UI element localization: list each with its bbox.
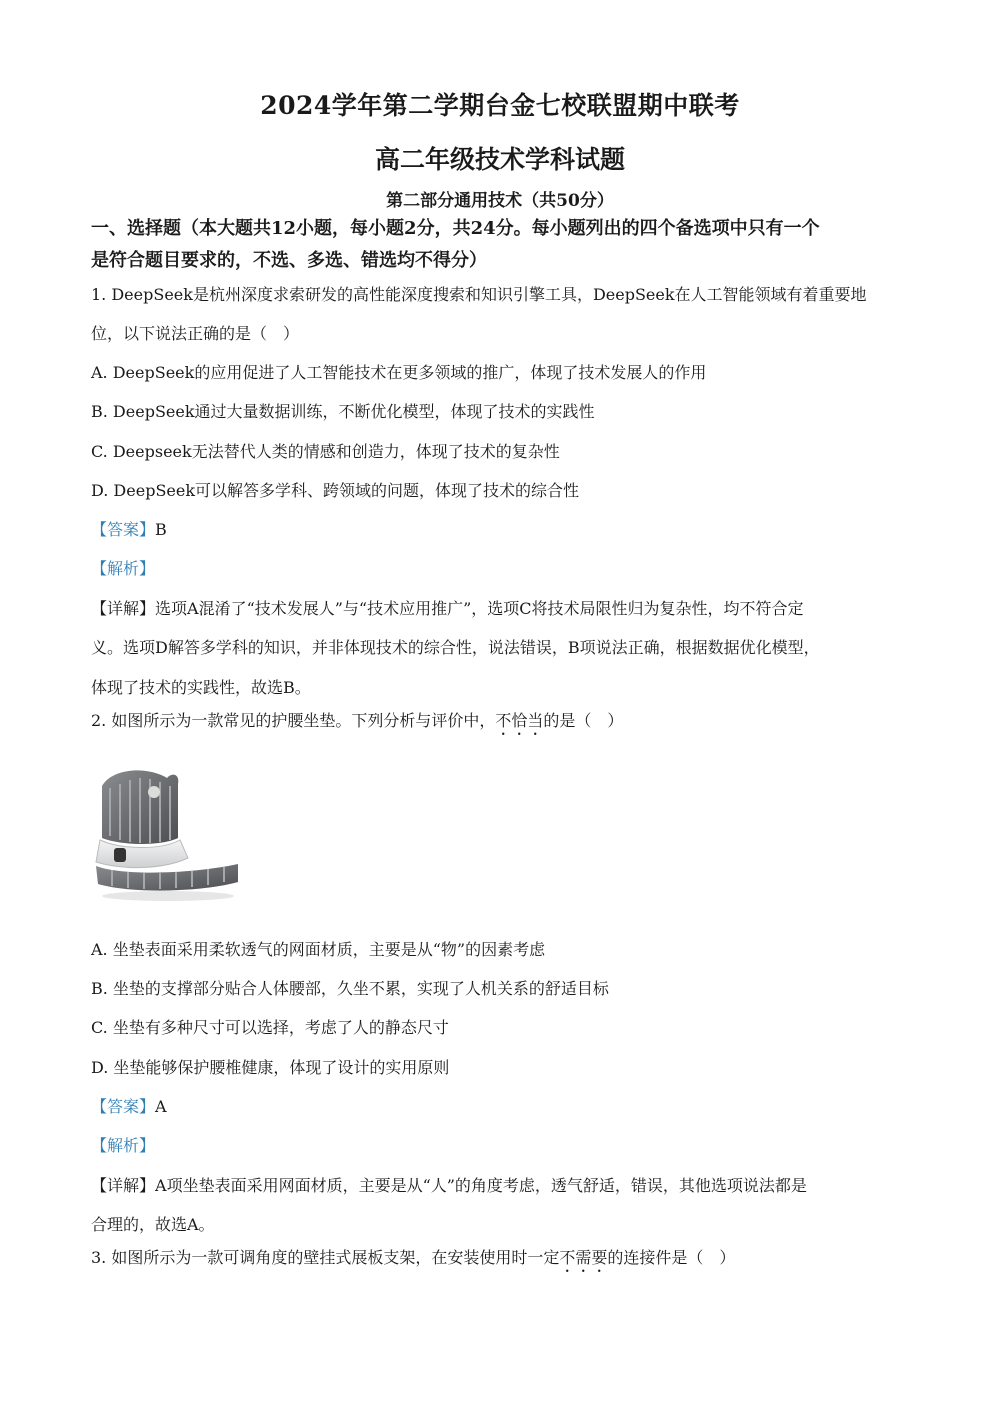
q2-option-a: A. 坐垫表面采用柔软透气的网面材质，主要是从“物”的因素考虑 [91,940,546,959]
q2-option-c: C. 坐垫有多种尺寸可以选择，考虑了人的静态尺寸 [91,1018,449,1037]
q1-stem-line-1: 1. DeepSeek是杭州深度求索研发的高性能深度搜索和知识引擎工具，DeepSeek在人工智能领域有着重要地 [91,285,867,304]
q1-option-c: C. Deepseek无法替代人类的情感和创造力，体现了技术的复杂性 [91,442,560,461]
q1-analysis-tag: 【解析】 [91,559,156,578]
q1-detail-line-1 [91,598,921,620]
section-heading-line-1: 一、选择题（本大题共12小题，每小题2分，共24分。每小题列出的四个备选项中只有一个 [91,218,820,239]
q2-stem-emphasis: 不恰当 [495,711,544,730]
q2-stem-after: 的是（ ） [543,711,624,730]
q2-analysis-tag: 【解析】 [91,1136,156,1155]
q1-answer [91,519,921,541]
q2-stem [91,710,921,739]
q1-option-d: D. DeepSeek可以解答多学科、跨领域的问题，体现了技术的综合性 [91,481,580,500]
q2-option-b: B. 坐垫的支撑部分贴合人体腰部，久坐不累，实现了人机关系的舒适目标 [91,979,609,998]
exam-subtitle: 高二年级技术学科试题 [374,145,625,174]
q1-option-b: B. DeepSeek通过大量数据训练，不断优化模型，体现了技术的实践性 [91,402,595,421]
q1-stem-line-2: 位，以下说法正确的是（ ） [91,324,300,343]
answer-value: B [155,520,167,539]
lumbar-cushion-icon [92,766,242,906]
q2-detail-line-2: 合理的，故选A。 [91,1215,215,1234]
q3-stem [91,1247,921,1276]
q2-answer [91,1096,921,1118]
section-heading [91,213,931,277]
detail-tag: 【详解】 [91,599,156,618]
q2-detail-line-1 [91,1175,921,1197]
part-heading: 第二部分通用技术（共50分） [386,191,614,211]
q1-option-a: A. DeepSeek的应用促进了人工智能技术在更多领域的推广，体现了技术发展人的作用 [91,363,707,382]
section-heading-line-2: 是符合题目要求的，不选、多选、错选均不得分） [91,250,487,271]
detail-text: A项坐垫表面采用网面材质，主要是从“人”的角度考虑，透气舒适，错误，其他选项说法都是 [155,1176,807,1195]
q3-stem-emphasis: 不需要 [559,1248,608,1267]
q1-detail-line-3: 体现了技术的实践性，故选B。 [91,678,311,697]
q3-stem-before: 3. 如图所示为一款可调角度的壁挂式展板支架，在安装使用时一定 [91,1248,560,1267]
answer-tag: 【答案】 [91,1097,156,1116]
detail-tag: 【详解】 [91,1176,156,1195]
q3-stem-after: 的连接件是（ ） [607,1248,736,1267]
answer-tag: 【答案】 [91,520,156,539]
answer-value: A [155,1097,167,1116]
lumbar-cushion-figure [92,766,242,906]
detail-text: 选项A混淆了“技术发展人”与“技术应用推广”，选项C将技术局限性归为复杂性，均不符合定 [155,599,804,618]
q2-stem-before: 2. 如图所示为一款常见的护腰坐垫。下列分析与评价中， [91,711,496,730]
q2-option-d: D. 坐垫能够保护腰椎健康，体现了设计的实用原则 [91,1058,450,1077]
q1-detail-line-2: 义。选项D解答多学科的知识，并非体现技术的综合性，说法错误，B项说法正确，根据数据优化模型， [91,638,820,657]
exam-title: 2024学年第二学期台金七校联盟期中联考 [260,91,740,120]
